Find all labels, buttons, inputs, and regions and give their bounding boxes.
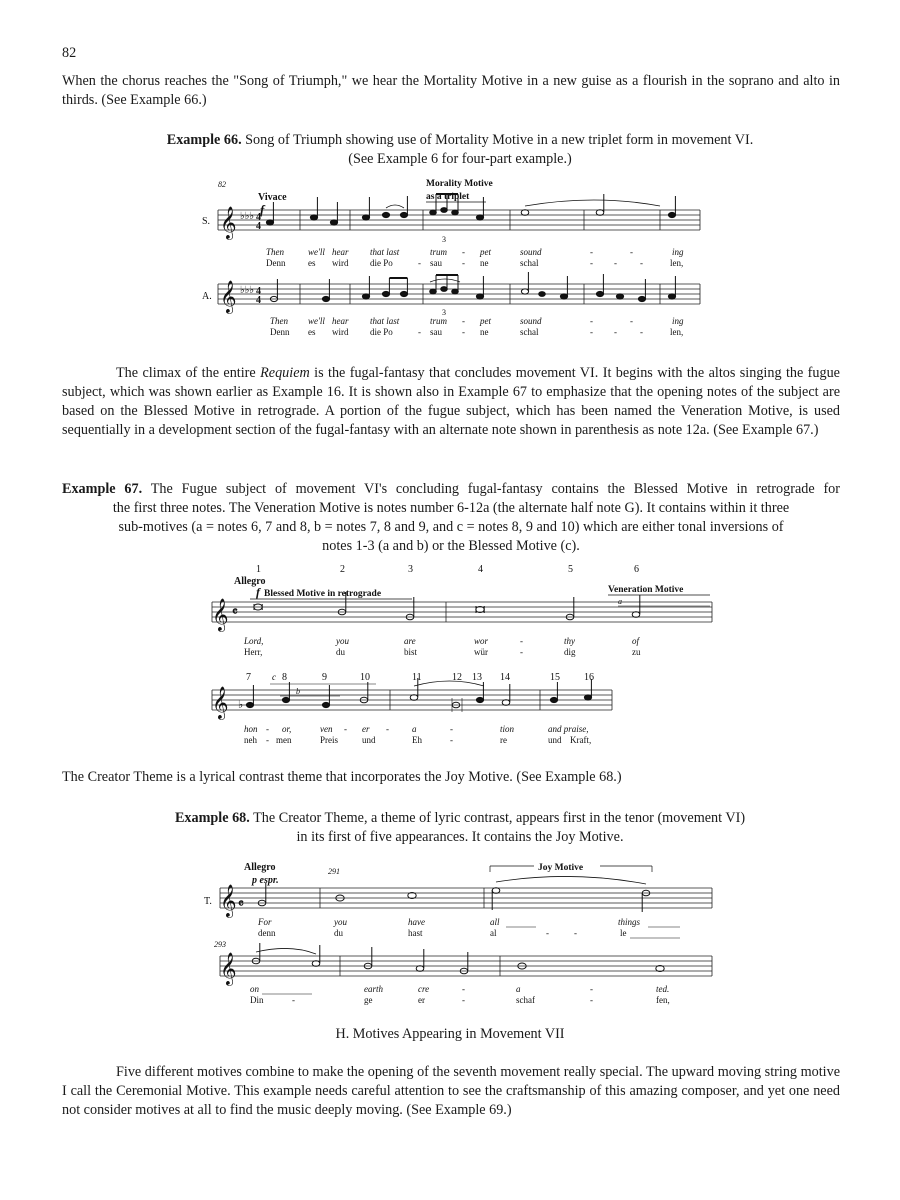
svg-text:ing: ing	[672, 316, 684, 326]
svg-text:-: -	[630, 247, 633, 257]
svg-text:you: you	[334, 917, 347, 927]
svg-text:9: 9	[322, 672, 327, 683]
svg-text:a: a	[412, 724, 417, 734]
svg-text:wird: wird	[332, 258, 349, 268]
ex68-measure-number: 291	[328, 867, 340, 876]
svg-text:thy: thy	[564, 636, 575, 646]
example-66-caption-line1: Song of Triumph showing use of Mortality Motive in a new triplet form in movement VI.	[245, 132, 754, 148]
svg-text:16: 16	[584, 672, 594, 683]
svg-text:that last: that last	[370, 247, 400, 257]
ex66-staff-a	[218, 284, 700, 304]
svg-text:Denn: Denn	[270, 327, 290, 337]
ex66-dynamic: f	[260, 202, 265, 217]
svg-text:Denn: Denn	[266, 258, 286, 268]
example-68-label: Example 68.	[174, 810, 250, 826]
svg-text:For: For	[258, 917, 272, 927]
svg-text:-: -	[614, 327, 617, 337]
ex67-treble-clef-2: 𝄞	[212, 688, 229, 719]
svg-text:-: -	[640, 327, 643, 337]
svg-text:we'll: we'll	[308, 247, 325, 257]
svg-text:c: c	[272, 672, 276, 682]
svg-text:all: all	[490, 917, 500, 927]
svg-text:sau: sau	[430, 258, 442, 268]
ex66-annotation-1: Morality Motive	[426, 179, 493, 189]
ex66-key-flats-s: ♭♭♭	[240, 211, 255, 222]
ex68-tenor-clef-1: 𝄞	[220, 886, 237, 917]
svg-text:hon: hon	[244, 724, 258, 734]
ex67-note-numbers-row2	[246, 672, 594, 683]
svg-text:er: er	[418, 995, 425, 1005]
svg-text:-: -	[520, 636, 523, 646]
ex66-treble-clef-a: 𝄞	[220, 282, 237, 313]
svg-text:sound: sound	[520, 316, 542, 326]
svg-text:4: 4	[478, 564, 483, 575]
svg-text:-: -	[418, 258, 421, 268]
svg-text:of: of	[632, 636, 640, 646]
ex68-measure-number-2: 293	[214, 940, 226, 949]
svg-text:a: a	[516, 984, 521, 994]
svg-text:denn: denn	[258, 928, 276, 938]
ex66-voice-s: S.	[202, 216, 211, 227]
svg-text:bist: bist	[404, 647, 418, 657]
svg-text:that last: that last	[370, 316, 400, 326]
svg-text:trum: trum	[430, 316, 448, 326]
svg-text:2: 2	[340, 564, 345, 575]
svg-text:or,: or,	[282, 724, 292, 734]
svg-text:earth: earth	[364, 984, 383, 994]
svg-text:-: -	[590, 247, 593, 257]
svg-text:-: -	[630, 316, 633, 326]
svg-text:Preis: Preis	[320, 735, 338, 745]
svg-text:-: -	[266, 724, 269, 734]
svg-text:are: are	[404, 636, 416, 646]
svg-text:-: -	[462, 995, 465, 1005]
svg-text:ing: ing	[672, 247, 684, 257]
example-66-caption-line2: (See Example 6 for four-part example.)	[348, 151, 572, 167]
svg-text:4: 4	[256, 286, 261, 297]
svg-text:4: 4	[256, 212, 261, 223]
example-67-caption: Example 67. The Fugue subject of movement VI's concluding fugal-fantasy contains the Blessed Motive in retrograde for the first three notes. The Veneration Motive is notes number 6-12a (the alternate half note G). It contains within it three sub-motives (a = notes 6, 7 and 8, b = notes 7, 8 and 9, and c = notes 8, 9 and 10) which are either tonal inversions of notes 1-3 (a and b) or the Blessed Motive (c).	[62, 481, 840, 554]
svg-text:du: du	[334, 928, 343, 938]
svg-text:du: du	[336, 647, 345, 657]
ex67-annotation-veneration: Veneration Motive	[608, 585, 684, 595]
section-heading: H. Motives Appearing in Movement VII	[335, 1026, 565, 1042]
svg-text:-: -	[546, 928, 549, 938]
ex67-tempo: Allegro	[234, 576, 266, 587]
paragraph-movement-vii: Five different motives combine to make the opening of the seventh movement really special. The upward moving string motive I call the Ceremonial Motive. This example needs careful attention to see the craftsmanship of this amazing composer, and yet one need not consider motives at all to find the music deeply moving. (See Example 69.)	[62, 1064, 840, 1118]
svg-text:Lord,: Lord,	[244, 636, 264, 646]
svg-text:13: 13	[472, 672, 482, 683]
svg-text:-: -	[590, 258, 593, 268]
svg-text:you: you	[336, 636, 349, 646]
svg-text:Then: Then	[270, 316, 288, 326]
svg-text:trum: trum	[430, 247, 448, 257]
svg-text:le: le	[620, 928, 627, 938]
svg-text:8: 8	[282, 672, 287, 683]
svg-text:3: 3	[408, 564, 413, 575]
ex68-staff-1	[220, 888, 712, 908]
ex68-notes-row2	[252, 943, 664, 974]
ex68-voice-t: T.	[204, 896, 212, 907]
svg-text:-: -	[462, 316, 465, 326]
svg-text:ted.: ted.	[656, 984, 670, 994]
svg-text:6: 6	[634, 564, 639, 575]
svg-text:zu: zu	[632, 647, 641, 657]
svg-text:-: -	[614, 258, 617, 268]
svg-text:-: -	[450, 724, 453, 734]
ex66-notes-s	[266, 194, 675, 225]
ex68-tempo: Allegro	[244, 862, 276, 873]
svg-text:14: 14	[500, 672, 510, 683]
ex67-annotation-blessed: Blessed Motive in retrograde	[264, 589, 382, 599]
svg-text:hast: hast	[408, 928, 423, 938]
svg-text:al: al	[490, 928, 497, 938]
ex66-notes-a	[270, 272, 675, 302]
svg-text:-: -	[574, 928, 577, 938]
svg-text:neh: neh	[244, 735, 257, 745]
intro-paragraph: When the chorus reaches the "Song of Triumph," we hear the Mortality Motive in a new guise as a flourish in the soprano and alto in thirds. (See Example 66.)	[62, 73, 840, 108]
ex68-lyrics-row1	[257, 917, 641, 938]
example-67-score	[200, 558, 720, 748]
svg-text:12: 12	[452, 672, 462, 683]
svg-text:und: und	[548, 735, 562, 745]
example-67-label: Example 67.	[62, 481, 143, 497]
example-66-label: Example 66.	[166, 132, 242, 148]
ex66-triplet-a: 3	[442, 308, 446, 317]
svg-text:-: -	[266, 735, 269, 745]
svg-text:Din: Din	[250, 995, 264, 1005]
svg-text:11: 11	[412, 672, 422, 683]
svg-text:-: -	[590, 316, 593, 326]
ex68-lyrics-row2	[250, 984, 670, 1005]
svg-text:die Po: die Po	[370, 327, 393, 337]
page-number: 82	[62, 45, 77, 61]
paragraph-creator-theme: The Creator Theme is a lyrical contrast theme that incorporates the Joy Motive. (See Example 68.)	[62, 769, 622, 785]
svg-text:7: 7	[246, 672, 251, 683]
svg-text:5: 5	[568, 564, 573, 575]
ex68-annotation-joy: Joy Motive	[538, 863, 584, 873]
svg-text:hear: hear	[332, 247, 349, 257]
ex68-dynamic: p espr.	[252, 875, 279, 886]
svg-text:re: re	[500, 735, 507, 745]
svg-text:-: -	[344, 724, 347, 734]
svg-text:wor: wor	[474, 636, 489, 646]
svg-text:fen,: fen,	[656, 995, 670, 1005]
svg-text:und: und	[362, 735, 376, 745]
svg-text:Kraft,: Kraft,	[570, 735, 592, 745]
svg-text:die Po: die Po	[370, 258, 393, 268]
svg-text:men: men	[276, 735, 292, 745]
svg-text:on: on	[250, 984, 259, 994]
svg-text:1: 1	[256, 564, 261, 575]
ex66-triplet-s: 3	[442, 235, 446, 244]
svg-text:pet: pet	[480, 316, 491, 326]
svg-text:-: -	[640, 258, 643, 268]
example-66-score	[190, 172, 710, 342]
ex67-treble-clef-1: 𝄞	[212, 600, 229, 631]
svg-text:things: things	[618, 917, 641, 927]
ex67-sub-b: b	[296, 687, 300, 696]
svg-text:cre: cre	[418, 984, 430, 994]
svg-text:Then: Then	[266, 247, 284, 257]
ex66-voice-a: A.	[202, 291, 212, 302]
svg-text:sound: sound	[520, 247, 542, 257]
svg-text:wür: wür	[474, 647, 488, 657]
ex67-note-numbers-row1	[256, 564, 639, 575]
svg-text:-: -	[462, 327, 465, 337]
ex67-lyrics-row2	[244, 724, 591, 745]
svg-text:ven: ven	[320, 724, 333, 734]
ex67-sub-a: a	[618, 597, 622, 606]
svg-text:-: -	[590, 995, 593, 1005]
svg-text:ne: ne	[480, 258, 489, 268]
svg-text:wird: wird	[332, 327, 349, 337]
ex66-tempo: Vivace	[258, 192, 287, 203]
svg-text:-: -	[462, 984, 465, 994]
ex66-lyrics-a	[270, 316, 684, 337]
svg-text:sau: sau	[430, 327, 442, 337]
example-68-caption: Example 68. The Creator Theme, a theme of lyric contrast, appears first in the tenor (movement VI) in its first of five appearances. It contains the Joy Motive.	[174, 810, 746, 845]
svg-text:-: -	[292, 995, 295, 1005]
ex67-dynamic: f	[256, 585, 260, 599]
paragraph-fugal-fantasy: The climax of the entire Requiem is the fugal-fantasy that concludes movement VI. It begins with the altos singing the fugue subject, which was shown earlier as Example 16. It is shown also in Example 67 to emphasize that the opening notes of the subject are based on the Blessed Motive in retrograde. A portion of the fugue subject, which has been named the Veneration Motive, is used sequentially in a development section of the fugal-fantasy with an alternate note shown in parenthesis as note 12a. (See Example 67.)	[62, 365, 840, 438]
svg-text:Herr,: Herr,	[244, 647, 263, 657]
svg-text:Eh: Eh	[412, 735, 422, 745]
svg-text:𝄴: 𝄴	[232, 604, 238, 619]
example-66-caption	[100, 131, 820, 169]
svg-text:es: es	[308, 258, 316, 268]
svg-text:len,: len,	[670, 327, 684, 337]
svg-text:♭♭♭: ♭♭♭	[240, 285, 255, 296]
ex67-lyrics-row1	[243, 636, 641, 657]
ex66-lyrics-s	[266, 247, 684, 268]
svg-text:es: es	[308, 327, 316, 337]
svg-text:hear: hear	[332, 316, 349, 326]
svg-text:-: -	[462, 247, 465, 257]
svg-text:♭: ♭	[238, 699, 244, 711]
ex68-tenor-clef-2: 𝄞	[220, 954, 237, 985]
ex66-annotation-2: as a triplet	[426, 192, 470, 202]
svg-text:pet: pet	[480, 247, 491, 257]
svg-text:have: have	[408, 917, 425, 927]
svg-text:-: -	[450, 735, 453, 745]
svg-text:10: 10	[360, 672, 370, 683]
svg-text:er: er	[362, 724, 370, 734]
svg-text:dig: dig	[564, 647, 576, 657]
svg-text:tion: tion	[500, 724, 515, 734]
svg-text:and praise,: and praise,	[548, 724, 589, 734]
svg-text:-: -	[462, 258, 465, 268]
svg-text:4: 4	[256, 221, 261, 232]
svg-text:schal: schal	[520, 258, 539, 268]
svg-text:ne: ne	[480, 327, 489, 337]
svg-text:4: 4	[256, 295, 261, 306]
svg-text:ge: ge	[364, 995, 373, 1005]
svg-text:15: 15	[550, 672, 560, 683]
ex66-staff-s	[218, 210, 700, 230]
svg-text:𝄴: 𝄴	[238, 896, 244, 911]
example-68-score	[200, 852, 720, 1012]
ex66-measure-number: 82	[218, 180, 226, 189]
svg-text:schaf: schaf	[516, 995, 535, 1005]
svg-text:schal: schal	[520, 327, 539, 337]
ex66-treble-clef-s: 𝄞	[220, 208, 237, 239]
svg-text:-: -	[590, 984, 593, 994]
svg-text:-: -	[386, 724, 389, 734]
svg-text:len,: len,	[670, 258, 684, 268]
svg-text:we'll: we'll	[308, 316, 325, 326]
svg-text:-: -	[418, 327, 421, 337]
svg-text:-: -	[590, 327, 593, 337]
svg-text:-: -	[520, 647, 523, 657]
